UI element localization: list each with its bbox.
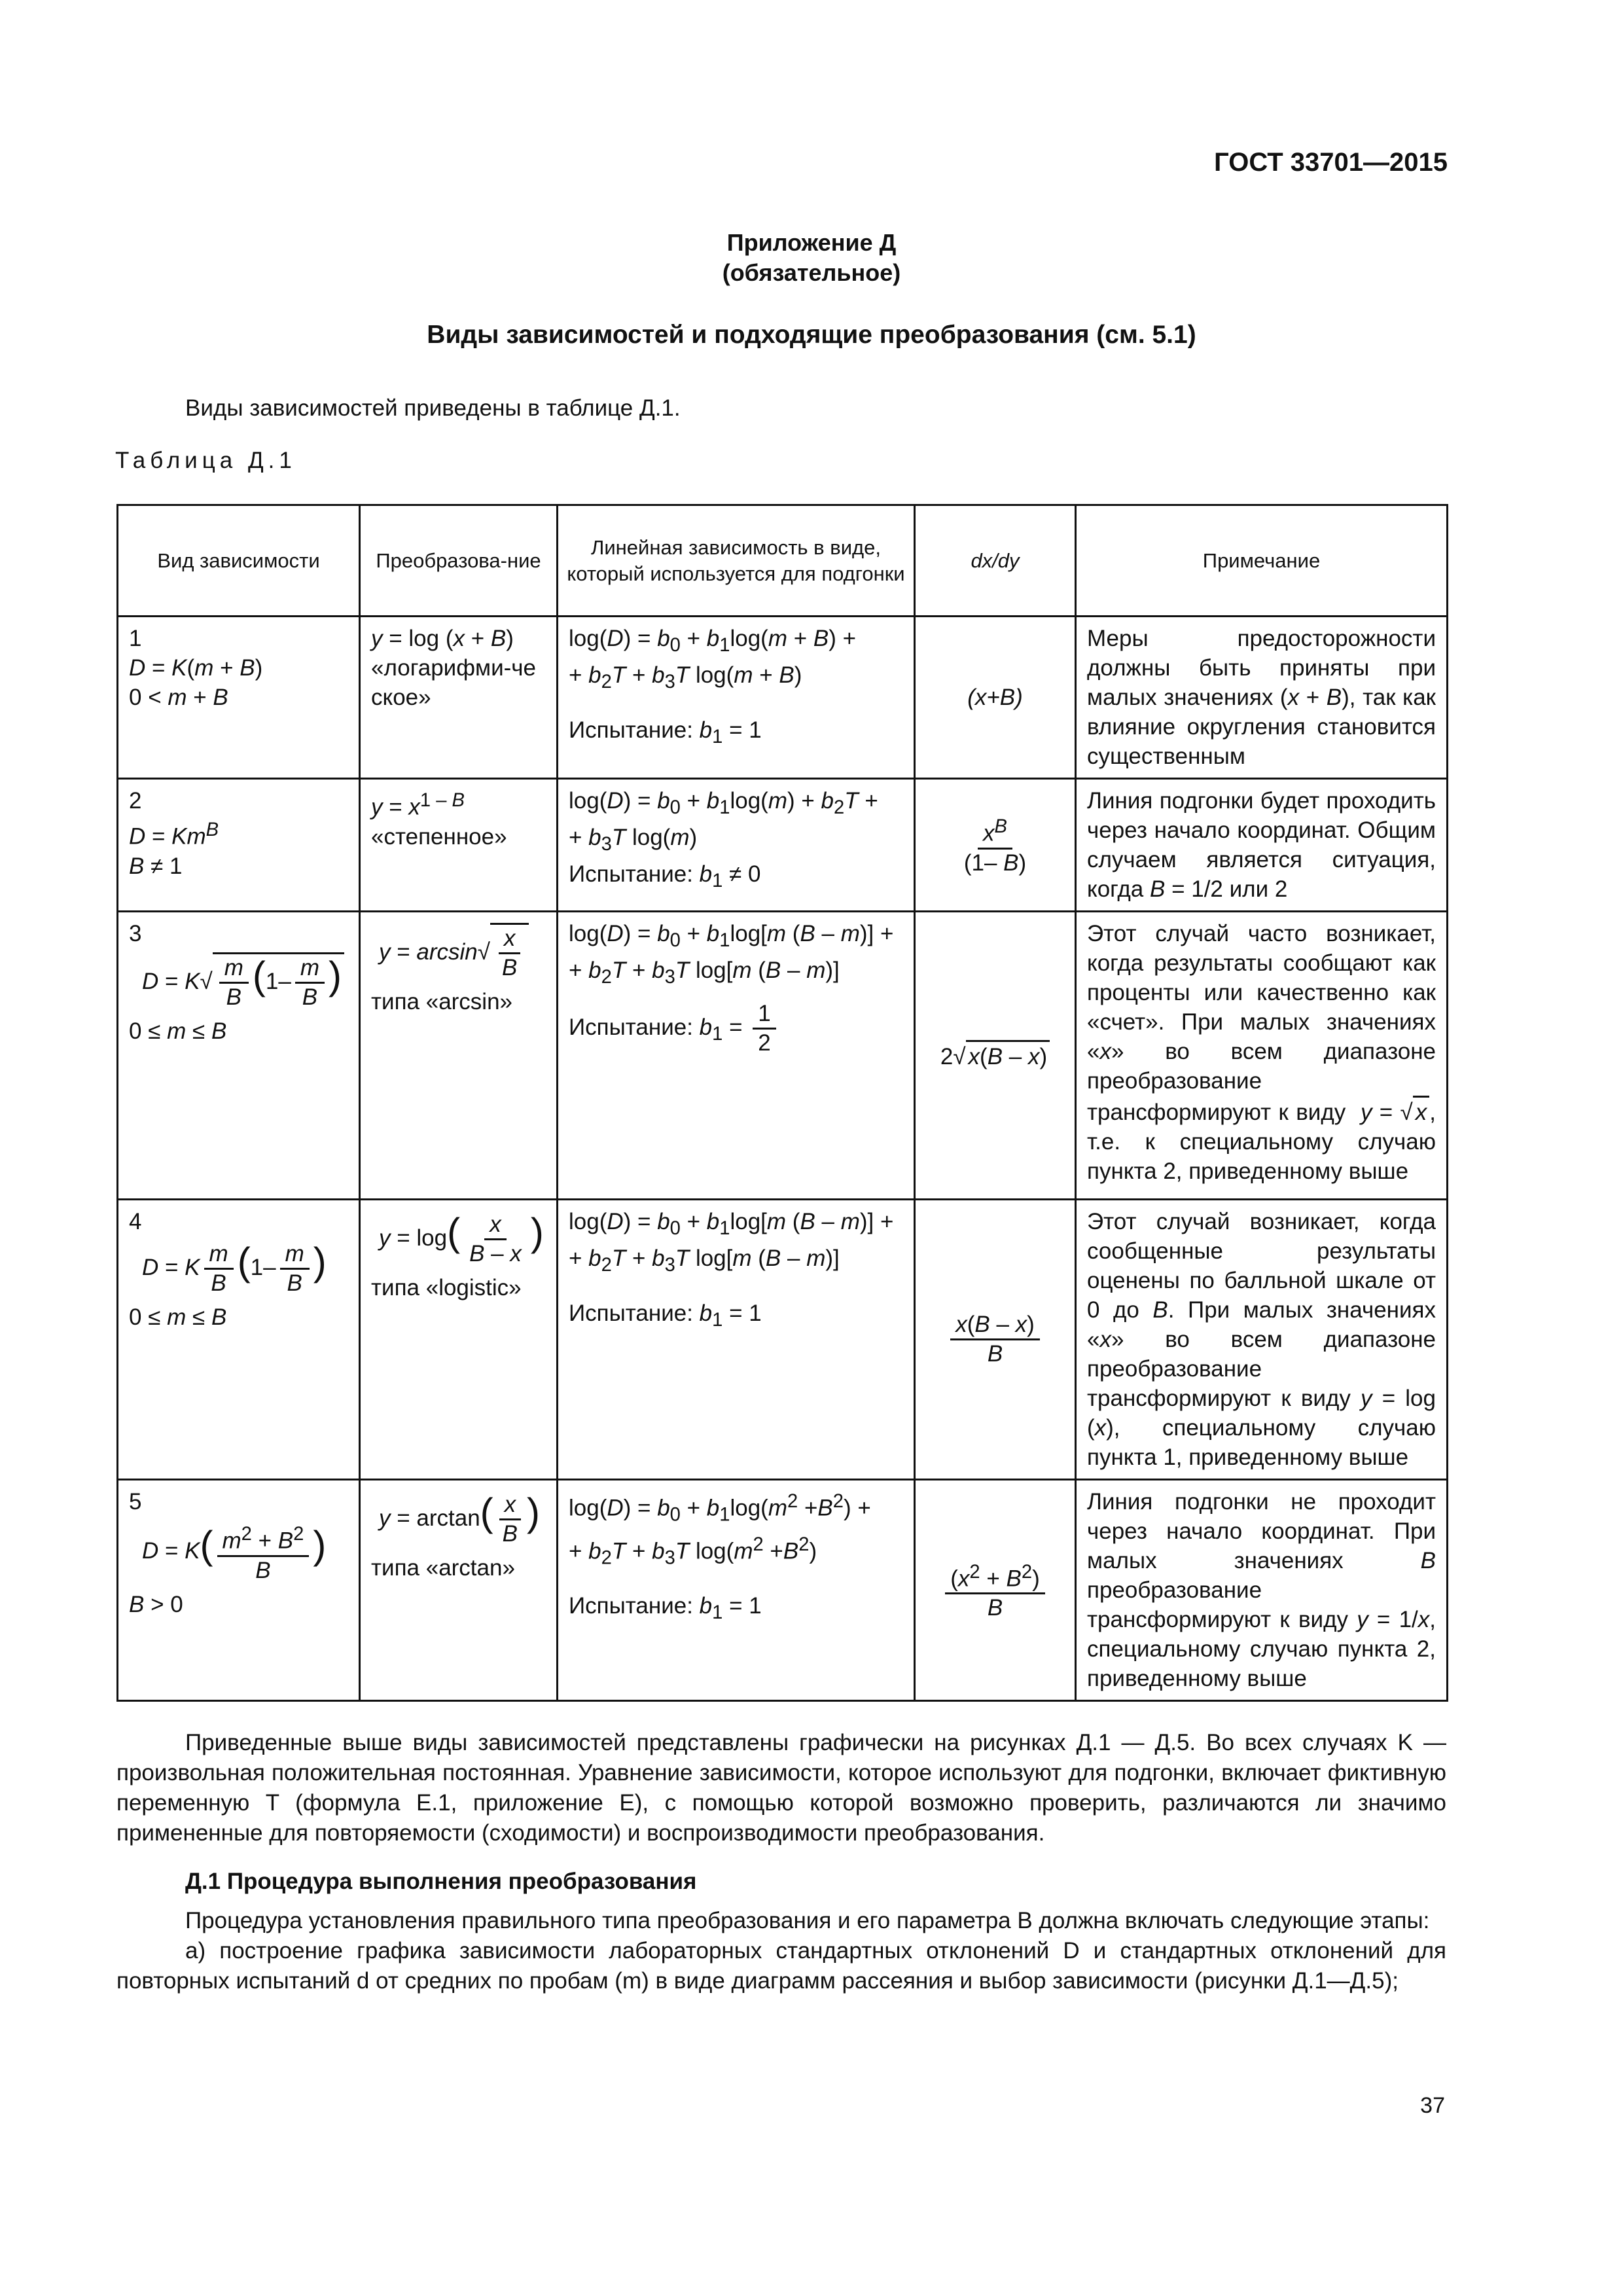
row4-trans-type: типа «logistic» — [371, 1275, 522, 1300]
row3-note: Этот случай часто возникает, когда результаты сообщают как проценты или качественно как «счет». При малых значениях «x» во всем диапазоне преобразование трансформируют к виду y = √ x , т.е. к специальному случаю пункта 2, приведенному выше — [1076, 912, 1448, 1200]
row4-dx-fraction: $\frac{x(B - x)}{B}$ — [950, 1311, 1040, 1368]
procedure-item-a: а) построение графика зависимости лабораторных стандартных отклонений D и стандартных отклонений для повторных испытаний d от средних по пробам (m) в виде диаграмм рассеяния и выбор зависимости (рисунки Д.1—Д.5); — [116, 1938, 1446, 1994]
row2-condition: B ≠ 1 — [129, 853, 183, 879]
row2-test: Испытание: $b_1 \ne 0$ — [569, 861, 761, 891]
body-text — [116, 1728, 1446, 1996]
row5-test: Испытание: $b_1 = 1$ — [569, 1593, 762, 1624]
row1-formula: D = K(m + B) — [129, 655, 263, 681]
row2-transformation — [360, 779, 558, 912]
row4-note: Этот случай возникает, когда сообщенные результаты оценены по балльной шкале от 0 до B. При малых значениях «x» во всем диапазоне преобразование трансформируют к виду y = log (x), специальному случаю пункта 1, приведенному выше — [1076, 1200, 1448, 1480]
header-note: Примечание — [1076, 505, 1448, 617]
appendix-label — [0, 228, 1623, 288]
row5-dependency — [118, 1480, 360, 1701]
row2-lin2: + $b_3T$ log(m) — [569, 825, 698, 855]
row4-linear — [558, 1200, 915, 1480]
row2-lin1: $\log(D) = b_0 + b_1\log(m) + b_2T$ + — [569, 788, 878, 818]
row3-test: Испытание: $b_1$ = $\frac{1}{2}$ — [569, 1000, 903, 1057]
row5-trans-type: типа «arctan» — [371, 1555, 515, 1581]
row1-dependency — [118, 617, 360, 779]
row5-dx-fraction: $\frac{(x^2 + B^2)}{B}$ — [945, 1558, 1045, 1623]
row4-trans-formula: y = log( $\frac{x}{B - x}$ ) — [379, 1210, 544, 1266]
table-row — [118, 617, 1448, 779]
table-header-row — [118, 505, 1448, 617]
row5-lin2: + $b_2T + b_3T$ $\log(m^2 +B^2)$ — [569, 1534, 817, 1569]
row1-transformation — [360, 617, 558, 779]
row3-dependency — [118, 912, 360, 1200]
procedure-paragraph: Процедура установления правильного типа преобразования и его параметра B должна включать следующие этапы: — [185, 1908, 1430, 1933]
row4-condition: 0 ≤ m ≤ B — [129, 1304, 227, 1330]
row5-transformation — [360, 1480, 558, 1701]
row4-lin2: + $b_2T + b_3T$ log[m (B – m)] — [569, 1246, 840, 1276]
table-caption: Таблица Д.1 — [115, 448, 296, 473]
after-paragraph: Приведенные выше виды зависимостей представлены графически на рисунках Д.1 — Д.5. Во всех случаях K — произвольная положительная постоянная. Уравнение зависимости, которое используют для подгонки, включает фиктивную переменную T (формула Е.1, приложение Е), с помощью которой возможно проверить, различаются ли значимо примененные для повторяемости (сходимости) и воспроизводимости преобразования. — [116, 1730, 1446, 1846]
row-number: 4 — [129, 1209, 142, 1234]
row5-trans-formula: y = arctan( $\frac{x}{B}$ ) — [379, 1490, 540, 1547]
appendix-line1: Приложение Д — [726, 229, 897, 256]
row1-dxdy: (x+B) — [915, 617, 1076, 779]
row2-trans-formula: $y = x^{1 - B}$ — [371, 790, 465, 820]
row3-condition: 0 ≤ m ≤ B — [129, 1018, 227, 1044]
standard-number: ГОСТ 33701—2015 — [1214, 148, 1448, 177]
header-dxdy: dx/dy — [915, 505, 1076, 617]
row1-test: Испытание: $b_1 = 1$ — [569, 717, 762, 747]
row1-trans-formula: y = log (x + B) — [371, 626, 514, 651]
row5-condition: B > 0 — [129, 1591, 183, 1617]
appendix-line2: (обязательное) — [722, 259, 901, 286]
row-number: 5 — [129, 1489, 142, 1515]
row3-trans-formula: y = arcsin√ $\frac{x}{B}$ — [379, 923, 546, 982]
header-transformation: Преобразова-ние — [360, 505, 558, 617]
row-number: 1 — [129, 626, 142, 651]
row2-trans-type: «степенное» — [371, 823, 507, 850]
row1-note: Меры предосторожности должны быть приняты при малых значениях (x + B), так как влияние округления становится существенным — [1076, 617, 1448, 779]
table-row — [118, 912, 1448, 1200]
row5-formula: D = K( $\frac{m^2 + B^2}{B}$ ) — [142, 1520, 348, 1585]
row3-lin2: + $b_2T + b_3T$ log[m (B – m)] — [569, 958, 840, 988]
row2-dx-fraction: $\frac{x^B}{(1- B)}$ — [959, 813, 1031, 877]
dependency-table — [116, 504, 1448, 1702]
row1-lin2: + $b_2T + b_3T$ log(m + B) — [569, 662, 802, 692]
header-dependency: Вид зависимости — [118, 505, 360, 617]
page-number: 37 — [1420, 2093, 1445, 2118]
row4-formula: D = K $\frac{m}{B}$ (1– $\frac{m}{B}$ ) — [142, 1239, 327, 1296]
row3-transformation — [360, 912, 558, 1200]
appendix-title: Виды зависимостей и подходящие преобразования (см. 5.1) — [427, 321, 1196, 349]
row4-dependency — [118, 1200, 360, 1480]
row4-transformation — [360, 1200, 558, 1480]
table-row — [118, 779, 1448, 912]
row3-trans-type: типа «arcsin» — [371, 989, 513, 1014]
row4-lin1: $\log(D) = b_0 + b_1\log[m$ (B – m)] + — [569, 1209, 894, 1239]
row5-note: Линия подгонки не проходит через начало координат. При малых значениях B преобразование трансформируют к виду y = 1/x, специальному случаю пункта 2, приведенному выше — [1076, 1480, 1448, 1701]
row2-note: Линия подгонки будет проходить через начало координат. Общим случаем является ситуация, когда B = 1/2 или 2 — [1076, 779, 1448, 912]
row2-dependency — [118, 779, 360, 912]
row4-dxdy — [915, 1200, 1076, 1480]
section-heading: Д.1 Процедура выполнения преобразования — [185, 1869, 697, 1894]
row3-dxdy: 2√ x(B – x) — [915, 912, 1076, 1200]
row2-dxdy — [915, 779, 1076, 912]
row1-condition: 0 < m + B — [129, 685, 228, 710]
row3-linear — [558, 912, 915, 1200]
row3-formula: D = K√ $\frac{m}{B}$ (1– $\frac{m}{B}$ ) — [142, 952, 348, 1011]
row5-lin1: $\log(D) = b_0 + b_1\log(m^2 +B^2)$ + — [569, 1491, 871, 1526]
row1-linear — [558, 617, 915, 779]
row5-dxdy — [915, 1480, 1076, 1701]
row2-formula: $D = Km^B$ — [129, 819, 219, 850]
intro-text: Виды зависимостей приведены в таблице Д.1. — [185, 395, 681, 421]
row-number: 2 — [129, 788, 142, 814]
table-row — [118, 1480, 1448, 1701]
row4-test: Испытание: $b_1 = 1$ — [569, 1300, 762, 1331]
row5-linear — [558, 1480, 915, 1701]
row2-linear — [558, 779, 915, 912]
row-number: 3 — [129, 921, 142, 946]
header-linear: Линейная зависимость в виде, который используется для подгонки — [558, 505, 915, 617]
row1-trans-type: «логарифми-ческое» — [371, 655, 536, 710]
row3-lin1: $\log(D) = b_0 + b_1\log[m$ (B – m)] + — [569, 921, 894, 951]
table-row — [118, 1200, 1448, 1480]
row1-lin1: $\log(D) = b_0 + b_1\log(m + B)$ + — [569, 626, 857, 656]
